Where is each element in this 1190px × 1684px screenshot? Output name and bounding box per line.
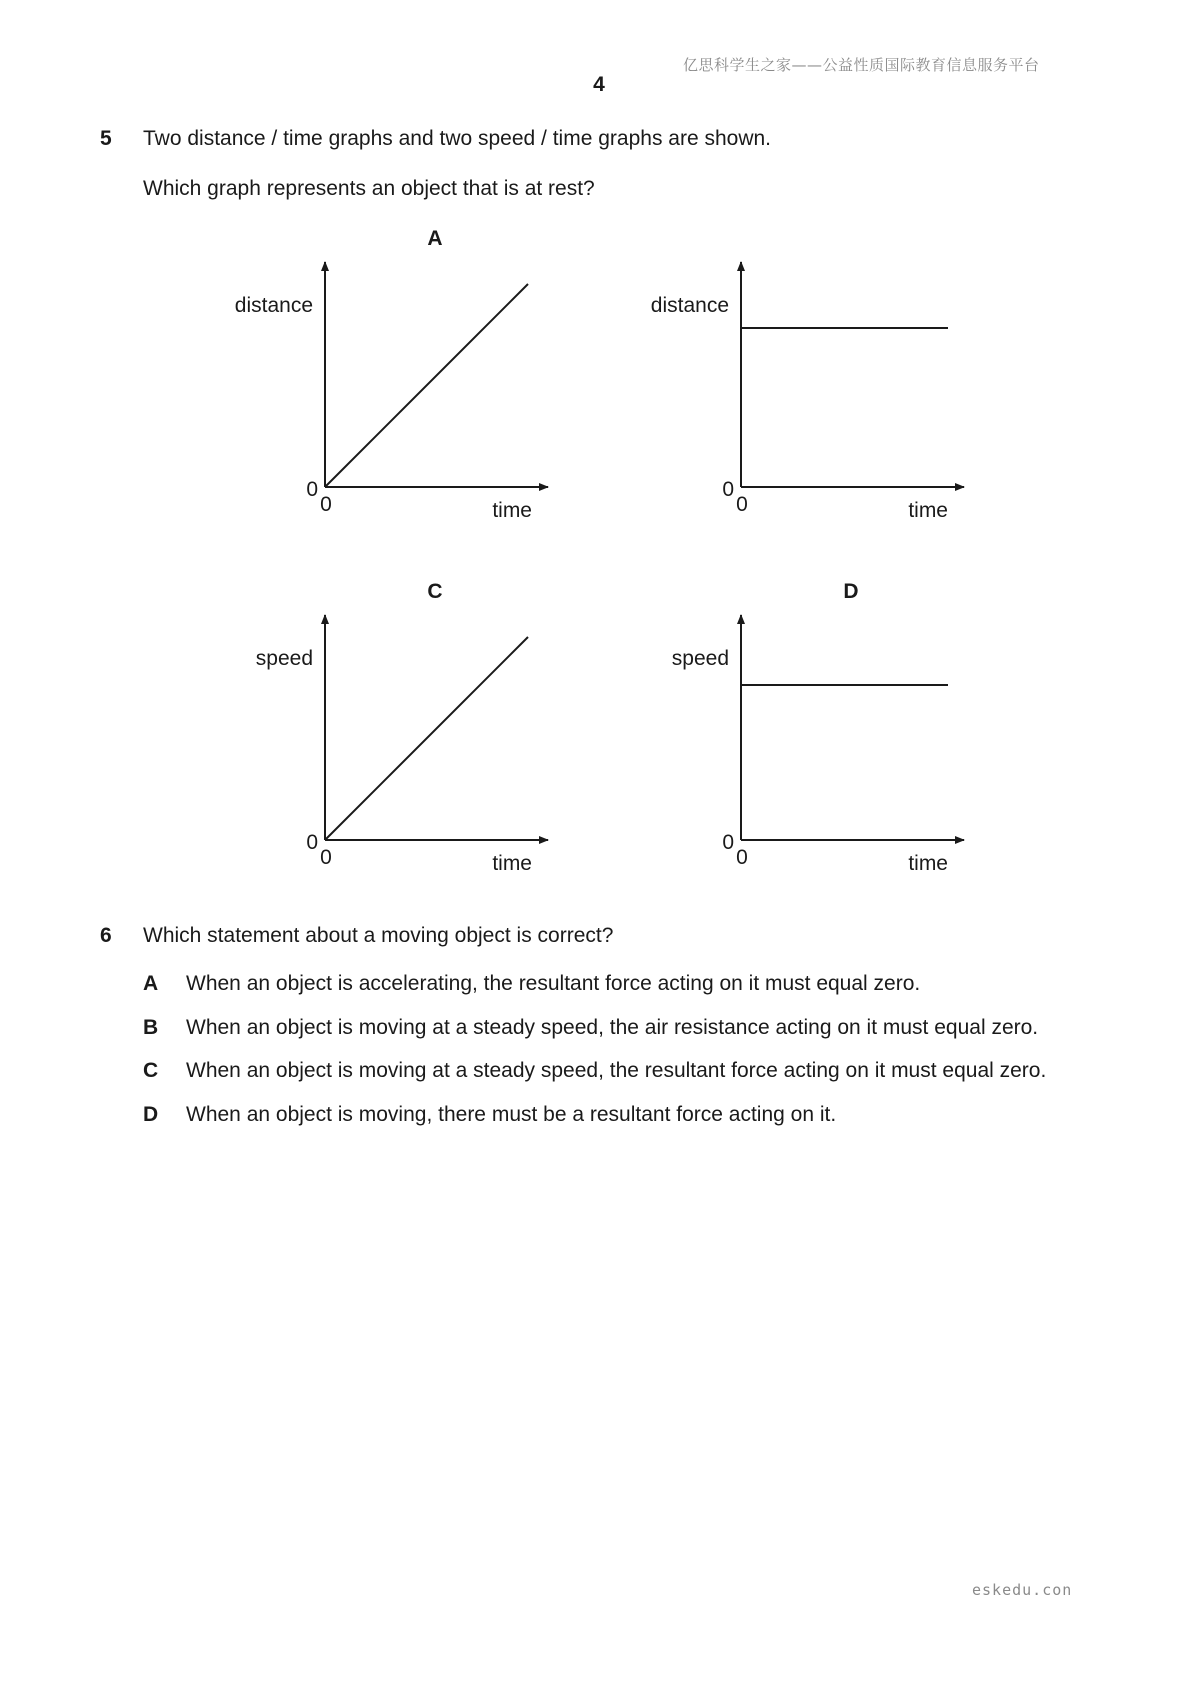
option-c-letter: C xyxy=(143,1059,159,1082)
graph-b-xlabel: time xyxy=(908,499,948,522)
graph-a-ylabel: distance xyxy=(234,294,313,317)
graph-c-origin-y: 0 xyxy=(306,831,318,854)
option-a-letter: A xyxy=(143,972,159,995)
watermark: 亿思科学生之家——公益性质国际教育信息服务平台 xyxy=(683,56,1040,74)
graph-a-letter: A xyxy=(427,227,443,250)
question-5-text: Two distance / time graphs and two speed / time graphs are shown. xyxy=(143,127,772,150)
graph-b-origin-y: 0 xyxy=(722,478,734,501)
question-6-text: Which statement about a moving object is correct? xyxy=(143,924,614,947)
option-d-letter: D xyxy=(143,1103,159,1126)
option-b-letter: B xyxy=(143,1016,159,1039)
graph-b-origin-x: 0 xyxy=(736,493,748,516)
graph-a-origin-y: 0 xyxy=(306,478,318,501)
graph-c-origin-x: 0 xyxy=(320,846,332,869)
graph-a-xlabel: time xyxy=(492,499,532,522)
graph-c-ylabel: speed xyxy=(255,647,313,670)
graph-d-xlabel: time xyxy=(908,852,948,875)
graph-b xyxy=(651,262,964,522)
graph-c-letter: C xyxy=(427,580,443,603)
graph-c-plot-line xyxy=(325,637,528,840)
graph-d-origin-x: 0 xyxy=(736,846,748,869)
graph-a-origin-x: 0 xyxy=(320,493,332,516)
graph-d-ylabel: speed xyxy=(671,647,729,670)
question-6-number: 6 xyxy=(100,924,112,947)
option-b-text: When an object is moving at a steady speed, the air resistance acting on it must equal zero. xyxy=(186,1016,1039,1039)
graph-d xyxy=(672,580,964,875)
graph-c-xlabel: time xyxy=(492,852,532,875)
graph-d-origin-y: 0 xyxy=(722,831,734,854)
option-d-text: When an object is moving, there must be a resultant force acting on it. xyxy=(186,1103,837,1126)
graph-a-plot-line xyxy=(325,284,528,487)
option-a-text: When an object is accelerating, the resultant force acting on it must equal zero. xyxy=(186,972,921,995)
graph-b-ylabel: distance xyxy=(650,294,729,317)
question-5-prompt: Which graph represents an object that is at rest? xyxy=(143,177,595,200)
graph-d-letter: D xyxy=(843,580,859,603)
graph-a xyxy=(235,227,548,522)
footer-site: eskedu.con xyxy=(972,1581,1073,1599)
graph-c xyxy=(256,580,548,875)
question-5-number: 5 xyxy=(100,127,112,150)
option-c-text: When an object is moving at a steady speed, the resultant force acting on it must equal zero. xyxy=(186,1059,1047,1082)
page-number: 4 xyxy=(593,73,605,96)
